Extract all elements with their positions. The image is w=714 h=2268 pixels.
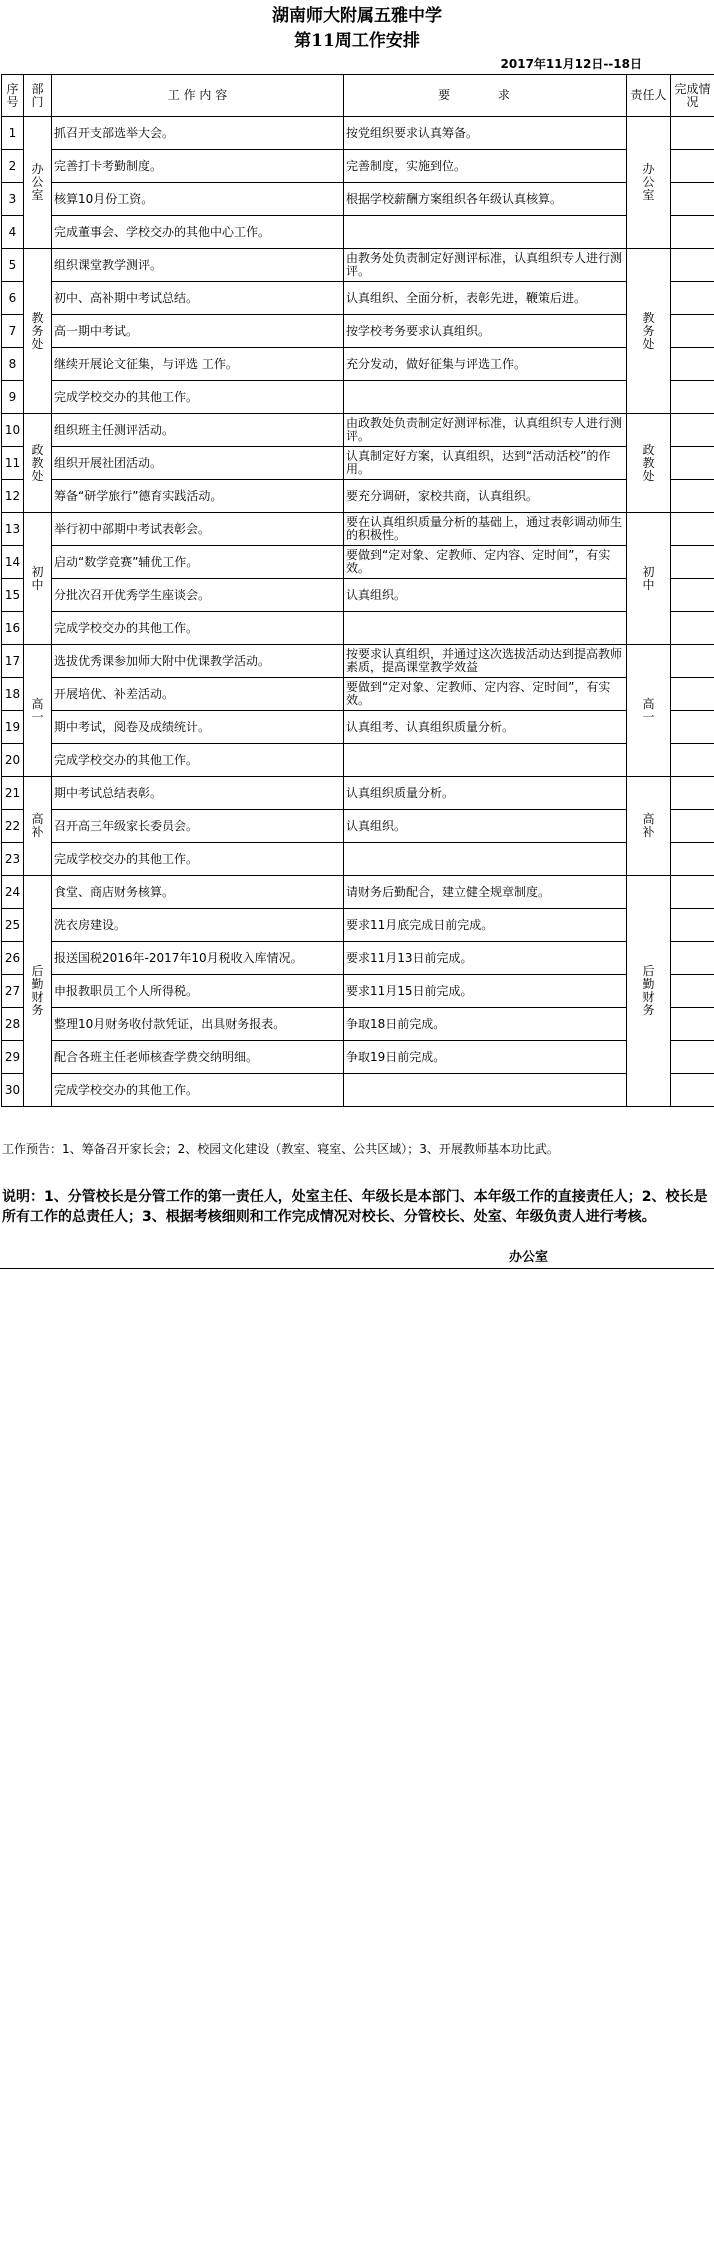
requirement: 要在认真组织质量分析的基础上，通过表彰调动师生的积极性。 — [344, 513, 627, 546]
row-number: 26 — [2, 942, 24, 975]
owner-label: 办公室 — [642, 162, 655, 202]
row-number: 11 — [2, 447, 24, 480]
row-number: 3 — [2, 183, 24, 216]
table-row — [2, 744, 714, 777]
status-cell — [671, 678, 714, 711]
owner-cell — [627, 249, 671, 414]
requirement: 由教务处负责制定好测评标准，认真组织专人进行测评。 — [344, 249, 627, 282]
status-cell — [671, 513, 714, 546]
table-row — [2, 711, 714, 744]
table-row — [2, 1008, 714, 1041]
row-number: 9 — [2, 381, 24, 414]
work-content: 分批次召开优秀学生座谈会。 — [52, 579, 344, 612]
dept-cell — [24, 249, 52, 414]
work-content: 组织开展社团活动。 — [52, 447, 344, 480]
requirement: 要求11月15日前完成。 — [344, 975, 627, 1008]
status-cell — [671, 711, 714, 744]
row-number: 27 — [2, 975, 24, 1008]
requirement: 要做到“定对象、定教师、定内容、定时间”，有实效。 — [344, 546, 627, 579]
requirement: 请财务后勤配合，建立健全规章制度。 — [344, 876, 627, 909]
requirement: 充分发动，做好征集与评选工作。 — [344, 348, 627, 381]
owner-label: 高一 — [642, 696, 655, 724]
schedule-table — [1, 74, 714, 1107]
table-row — [2, 777, 714, 810]
table-row — [2, 414, 714, 447]
dept-label: 教务处 — [31, 310, 44, 351]
table-row — [2, 942, 714, 975]
status-cell — [671, 1074, 714, 1107]
requirement: 认真组织质量分析。 — [344, 777, 627, 810]
work-content: 组织课堂教学测评。 — [52, 249, 344, 282]
status-cell — [671, 315, 714, 348]
row-number: 10 — [2, 414, 24, 447]
dept-cell — [24, 876, 52, 1107]
dept-label: 初中 — [31, 564, 44, 592]
owner-header: 责任人 — [627, 75, 671, 117]
work-content: 选拔优秀课参加师大附中优课教学活动。 — [52, 645, 344, 678]
work-content: 完成董事会、学校交办的其他中心工作。 — [52, 216, 344, 249]
requirement — [344, 1074, 627, 1107]
work-content: 初中、高补期中考试总结。 — [52, 282, 344, 315]
table-row — [2, 315, 714, 348]
work-content: 筹备“研学旅行”德育实践活动。 — [52, 480, 344, 513]
requirement — [344, 744, 627, 777]
table-row — [2, 546, 714, 579]
table-row — [2, 282, 714, 315]
row-number: 24 — [2, 876, 24, 909]
work-content: 申报教职员工个人所得税。 — [52, 975, 344, 1008]
row-number: 28 — [2, 1008, 24, 1041]
status-cell — [671, 150, 714, 183]
row-number: 4 — [2, 216, 24, 249]
row-number: 2 — [2, 150, 24, 183]
requirement: 认真组织。 — [344, 579, 627, 612]
work-content: 完善打卡考勤制度。 — [52, 150, 344, 183]
status-cell — [671, 612, 714, 645]
requirement — [344, 612, 627, 645]
table-row — [2, 645, 714, 678]
work-content: 期中考试总结表彰。 — [52, 777, 344, 810]
owner-cell — [627, 777, 671, 876]
status-cell — [671, 216, 714, 249]
owner-label: 初中 — [642, 564, 655, 592]
table-row — [2, 975, 714, 1008]
dept-cell — [24, 777, 52, 876]
requirement: 按要求认真组织，并通过这次选拔活动达到提高教师素质，提高课堂教学效益 — [344, 645, 627, 678]
status-cell — [671, 249, 714, 282]
status-cell — [671, 282, 714, 315]
work-content: 完成学校交办的其他工作。 — [52, 744, 344, 777]
row-number: 15 — [2, 579, 24, 612]
work-content: 举行初中部期中考试表彰会。 — [52, 513, 344, 546]
dept-label: 高补 — [31, 812, 44, 839]
row-number: 5 — [2, 249, 24, 282]
status-cell — [671, 645, 714, 678]
row-number: 25 — [2, 909, 24, 942]
table-row — [2, 1074, 714, 1107]
work-forecast: 工作预告：1、筹备召开家长会；2、校园文化建设（教室、寝室、公共区域）；3、开展教师基本功比武。 — [2, 1142, 559, 1156]
table-header-row — [2, 75, 714, 117]
work-content: 高一期中考试。 — [52, 315, 344, 348]
status-cell — [671, 381, 714, 414]
table-row — [2, 1041, 714, 1074]
work-content: 开展培优、补差活动。 — [52, 678, 344, 711]
status-cell — [671, 117, 714, 150]
row-number: 12 — [2, 480, 24, 513]
table-row — [2, 150, 714, 183]
table-row — [2, 249, 714, 282]
status-cell — [671, 579, 714, 612]
table-row — [2, 579, 714, 612]
table-row — [2, 381, 714, 414]
status-cell — [671, 1008, 714, 1041]
work-content: 报送国税2016年-2017年10月税收入库情况。 — [52, 942, 344, 975]
status-cell — [671, 414, 714, 447]
dept-cell — [24, 414, 52, 513]
requirement — [344, 216, 627, 249]
row-number: 20 — [2, 744, 24, 777]
table-row — [2, 216, 714, 249]
dept-label: 高一 — [31, 696, 44, 724]
status-cell — [671, 777, 714, 810]
requirement: 要做到“定对象、定教师、定内容、定时间”，有实效。 — [344, 678, 627, 711]
signature-office: 办公室 — [509, 1250, 549, 1265]
table-row — [2, 480, 714, 513]
status-cell — [671, 1041, 714, 1074]
dept-label: 后勤财务 — [31, 964, 44, 1017]
owner-cell — [627, 414, 671, 513]
owner-cell — [627, 645, 671, 777]
requirement: 争取18日前完成。 — [344, 1008, 627, 1041]
owner-label: 后勤财务 — [642, 964, 655, 1017]
work-content: 完成学校交办的其他工作。 — [52, 381, 344, 414]
row-number: 18 — [2, 678, 24, 711]
status-header: 完成情况 — [671, 75, 714, 117]
row-number: 7 — [2, 315, 24, 348]
table-row — [2, 348, 714, 381]
work-content: 抓召开支部选举大会。 — [52, 117, 344, 150]
requirement: 认真组织。 — [344, 810, 627, 843]
table-row — [2, 447, 714, 480]
status-cell — [671, 480, 714, 513]
table-row — [2, 117, 714, 150]
dept-cell — [24, 645, 52, 777]
status-cell — [671, 447, 714, 480]
work-content: 启动“数学竞赛”辅优工作。 — [52, 546, 344, 579]
owner-cell — [627, 513, 671, 645]
bottom-divider — [0, 1268, 714, 1269]
row-number: 13 — [2, 513, 24, 546]
status-cell — [671, 942, 714, 975]
dept-header: 部门 — [24, 75, 52, 117]
row-number: 17 — [2, 645, 24, 678]
requirement: 要求11月13日前完成。 — [344, 942, 627, 975]
table-row — [2, 843, 714, 876]
work-content: 完成学校交办的其他工作。 — [52, 843, 344, 876]
work-content: 继续开展论文征集，与评选 工作。 — [52, 348, 344, 381]
requirement: 要求11月底完成日前完成。 — [344, 909, 627, 942]
work-content: 洗衣房建设。 — [52, 909, 344, 942]
dept-cell — [24, 513, 52, 645]
owner-cell — [627, 876, 671, 1107]
work-content: 食堂、商店财务核算。 — [52, 876, 344, 909]
row-number: 6 — [2, 282, 24, 315]
work-content: 组织班主任测评活动。 — [52, 414, 344, 447]
table-row — [2, 678, 714, 711]
work-content: 核算10月份工资。 — [52, 183, 344, 216]
status-cell — [671, 546, 714, 579]
requirement: 认真组考、认真组织质量分析。 — [344, 711, 627, 744]
row-number: 16 — [2, 612, 24, 645]
requirement: 按学校考务要求认真组织。 — [344, 315, 627, 348]
table-row — [2, 612, 714, 645]
row-number: 30 — [2, 1074, 24, 1107]
status-cell — [671, 744, 714, 777]
row-number: 19 — [2, 711, 24, 744]
owner-cell — [627, 117, 671, 249]
work-content: 完成学校交办的其他工作。 — [52, 1074, 344, 1107]
status-cell — [671, 348, 714, 381]
table-row — [2, 513, 714, 546]
work-content: 期中考试，阅卷及成绩统计。 — [52, 711, 344, 744]
row-number: 22 — [2, 810, 24, 843]
table-row — [2, 183, 714, 216]
requirement-header: 要 求 — [344, 75, 627, 117]
requirement: 认真组织、全面分析，表彰先进，鞭策后进。 — [344, 282, 627, 315]
row-number: 23 — [2, 843, 24, 876]
row-number: 1 — [2, 117, 24, 150]
row-number: 14 — [2, 546, 24, 579]
row-number: 29 — [2, 1041, 24, 1074]
status-cell — [671, 975, 714, 1008]
status-cell — [671, 843, 714, 876]
requirement: 根据学校薪酬方案组织各年级认真核算。 — [344, 183, 627, 216]
explanation-note: 说明：1、分管校长是分管工作的第一责任人，处室主任、年级长是本部门、本年级工作的直接责任人；2、校长是所有工作的总责任人；3、根据考核细则和工作完成情况对校长、分管校长、处室、年级负责人进行考核。 — [2, 1189, 708, 1225]
owner-label: 政教处 — [642, 442, 655, 483]
owner-label: 教务处 — [642, 310, 655, 351]
table-row — [2, 909, 714, 942]
status-cell — [671, 810, 714, 843]
requirement: 由政教处负责制定好测评标准，认真组织专人进行测评。 — [344, 414, 627, 447]
table-row — [2, 810, 714, 843]
work-content: 配合各班主任老师核查学费交纳明细。 — [52, 1041, 344, 1074]
requirement — [344, 843, 627, 876]
row-number: 8 — [2, 348, 24, 381]
dept-label: 政教处 — [31, 442, 44, 483]
status-cell — [671, 909, 714, 942]
requirement: 按党组织要求认真筹备。 — [344, 117, 627, 150]
work-content: 整理10月财务收付款凭证，出具财务报表。 — [52, 1008, 344, 1041]
table-row — [2, 876, 714, 909]
row-number: 21 — [2, 777, 24, 810]
seq-header: 序号 — [2, 75, 24, 117]
requirement: 完善制度，实施到位。 — [344, 150, 627, 183]
content-header: 工 作 内 容 — [52, 75, 344, 117]
requirement — [344, 381, 627, 414]
requirement: 要充分调研，家校共商，认真组织。 — [344, 480, 627, 513]
work-content: 召开高三年级家长委员会。 — [52, 810, 344, 843]
requirement: 争取19日前完成。 — [344, 1041, 627, 1074]
requirement: 认真制定好方案，认真组织，达到“活动活校”的作用。 — [344, 447, 627, 480]
week-title: 第11周工作安排 — [294, 31, 420, 51]
work-content: 完成学校交办的其他工作。 — [52, 612, 344, 645]
status-cell — [671, 876, 714, 909]
school-title: 湖南师大附属五雅中学 — [272, 6, 442, 26]
owner-label: 高补 — [642, 812, 655, 839]
date-range: 2017年11月12日--18日 — [500, 57, 642, 71]
dept-cell — [24, 117, 52, 249]
dept-label: 办公室 — [31, 162, 44, 202]
status-cell — [671, 183, 714, 216]
